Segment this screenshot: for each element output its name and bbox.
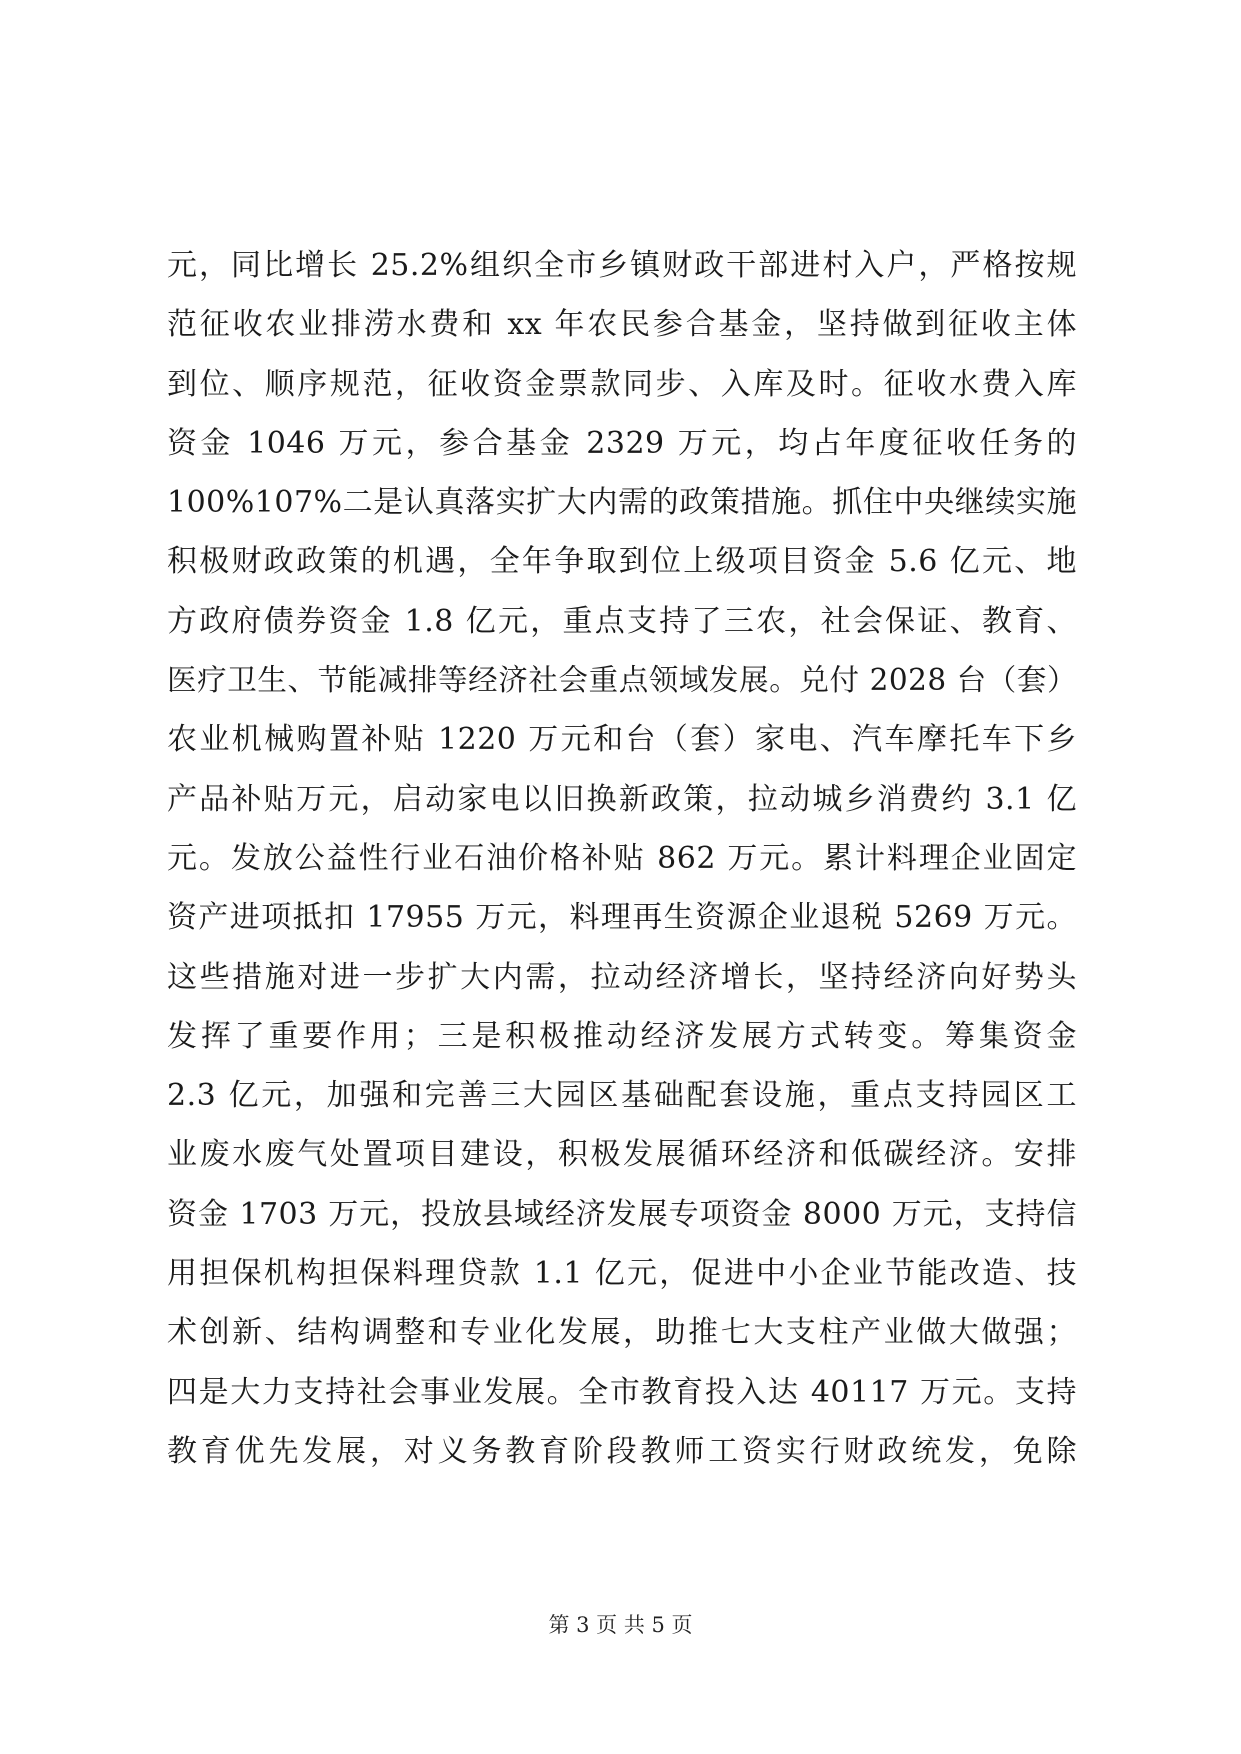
text-line: 这些措施对进一步扩大内需，拉动经济增长，坚持经济向好势头 [167, 959, 1077, 995]
text-line: 100%107%二是认真落实扩大内需的政策措施。抓住中央继续实施 [167, 485, 1077, 521]
text-line: 元，同比增长 25.2%组织全市乡镇财政干部进村入户，严格按规 [167, 248, 1077, 283]
text-line: 四是大力支持社会事业发展。全市教育投入达 40117 万元。支持 [167, 1374, 1077, 1410]
page-number-footer: 第 3 页 共 5 页 [548, 1613, 693, 1637]
text-line: 元。发放公益性行业石油价格补贴 862 万元。累计料理企业固定 [167, 840, 1077, 876]
text-line: 教育优先发展，对义务教育阶段教师工资实行财政统发，免除 [167, 1433, 1077, 1469]
body-text [167, 236, 1077, 1481]
text-line: 资金 1046 万元，参合基金 2329 万元，均占年度征收任务的 [167, 425, 1077, 461]
text-line: 范征收农业排涝水费和 xx 年农民参合基金，坚持做到征收主体 [167, 307, 1077, 343]
text-line: 用担保机构担保料理贷款 1.1 亿元，促进中小企业节能改造、技 [167, 1256, 1077, 1292]
text-line: 业废水废气处置项目建设，积极发展循环经济和低碳经济。安排 [167, 1137, 1077, 1173]
text-line: 发挥了重要作用；三是积极推动经济发展方式转变。筹集资金 [167, 1018, 1077, 1054]
text-line: 医疗卫生、节能减排等经济社会重点领域发展。兑付 2028 台（套） [167, 663, 1077, 698]
text-line: 积极财政政策的机遇，全年争取到位上级项目资金 5.6 亿元、地 [167, 544, 1077, 580]
text-line: 术创新、结构调整和专业化发展，助推七大支柱产业做大做强； [167, 1315, 1077, 1351]
text-line: 产品补贴万元，启动家电以旧换新政策，拉动城乡消费约 3.1 亿 [167, 781, 1077, 817]
text-line: 资金 1703 万元，投放县域经济发展专项资金 8000 万元，支持信 [167, 1196, 1077, 1232]
text-line: 农业机械购置补贴 1220 万元和台（套）家电、汽车摩托车下乡 [167, 722, 1077, 758]
text-line: 方政府债券资金 1.8 亿元，重点支持了三农，社会保证、教育、 [167, 603, 1077, 639]
text-line: 2.3 亿元，加强和完善三大园区基础配套设施，重点支持园区工 [167, 1078, 1077, 1114]
text-line: 到位、顺序规范，征收资金票款同步、入库及时。征收水费入库 [167, 366, 1077, 402]
text-line: 资产进项抵扣 17955 万元，料理再生资源企业退税 5269 万元。 [167, 900, 1077, 936]
